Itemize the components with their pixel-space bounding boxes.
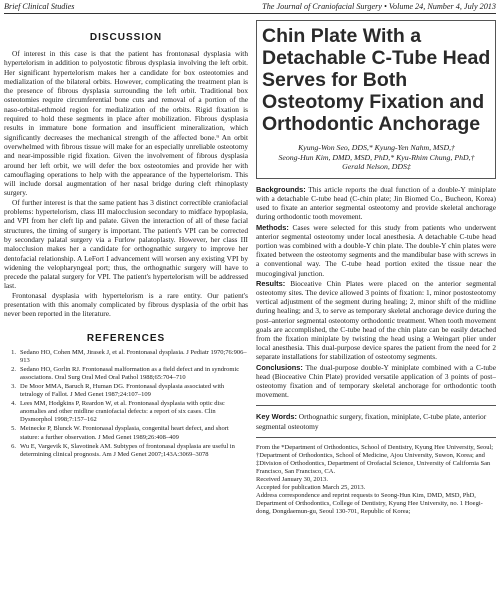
reference-item: 3. De Moor MMA, Baruch R, Human DG. Frontonasal dysplasia associated with tetralogy of Fallot. J Med Genet 1987;24:107–109 xyxy=(11,382,225,399)
references-list xyxy=(4,349,248,459)
header-journal-info: The Journal of Craniofacial Surgery • Volume 24, Number 4, July 2013 xyxy=(262,1,496,11)
discussion-paragraph-2: Of further interest is that the same patient has 3 distinct correctible craniofacial problems: hypertelorism, class III malocclusion secondary to midface hypoplasia, and VPI from her cleft lip and palate. Given the interaction of all of these facial structures, the timing of surgery is important. The patient's VPI can be corrected by secondary palatal surgery via a Furlow palatoplasty. However, her class III malocclusion makes her a candidate for orthognathic surgery to improve her dentofacial relationship. A LeFort I advancement will worsen any existing VPI by widening the velopharyngeal port; thus, the orthognathic surgery will have to precede the palatal surgery for VPI. The patient's hypertelorism will be addressed last. xyxy=(4,197,248,291)
authors-line-2: Seong-Hun Kim, DMD, MSD, PhD,* Kyu-Rhim Chung, PhD,† xyxy=(278,152,475,162)
footnote-divider xyxy=(256,437,496,438)
footnote-received: Received January 30, 2013. xyxy=(256,475,329,483)
footnote-accepted: Accepted for publication March 25, 2013. xyxy=(256,483,366,491)
keywords: Key Words: Orthognathic surgery, fixation, miniplate, C-tube plate, anterior segmental osteotomy xyxy=(256,412,487,431)
reference-item: 2. Sedano HO, Gorlin RJ. Frontonasal malformation as a field defect and in syndromic associations. Oral Surg Oral Med Oral Pathol 1988;65:704–710 xyxy=(11,365,240,381)
abstract-results: Results: Bioceative Chin Plates were placed on the anterior segmental osteotomy sites. The device allowed 3 points of fixation: 1, minor postosteotomy vertical adjustment of the segment during healing; 2, minor shift of the midline during healing; and 3, to serve as temporary skeletal anchorage device during the post–anterior segmental osteotomy orthodontic treatment. When tooth movement goals are accomplished, the C-tube head of the chin plate can be easily detached from the fixation miniplate by twisting the head using a Weingart plier under local anesthesia. This dual-purpose device spares the patient from the need for 2 separate installations for stabilization of osteotomy segments. xyxy=(256,278,496,362)
article-title-box xyxy=(256,20,496,179)
right-column xyxy=(256,20,496,600)
abstract-methods: Methods: Cases were selected for this study from patients who underwent anterior segmental osteotomy under local anesthesia. A detachable C-tube head portion was combined with a double-Y chin plate. The double-Y chin plates were fixated between the osteotomy segments and the mandibular base with screws in a conventional way. The C-tube head portion exited the tissue near the mucogingival junction. xyxy=(256,222,496,278)
abstract-divider xyxy=(256,405,496,406)
references-heading: REFERENCES xyxy=(86,332,166,344)
left-column xyxy=(4,20,248,600)
header-section-label: Brief Clinical Studies xyxy=(4,1,75,11)
abstract-conclusions: Conclusions: The dual-purpose double-Y miniplate combined with a C-tube head (Bioceative Chin Plate) provided versatile application of 3 points of post–osteotomy fixation and of temporary skeletal anchorage for orthodontic tooth movement. xyxy=(256,362,496,400)
authors-line-1: Kyung-Won Seo, DDS,* Kyung-Yen Nahm, MSD,† xyxy=(298,143,455,152)
discussion-paragraph-1: Of interest in this case is that the patient has frontonasal dysplasia with hypertelorism in addition to polyostotic fibrous dysplasia involving the left orbit. Her significant hypertelorism makes her a candidate for box osteotomies and medialization of the bilateral orbits. However, complicating the treatment plan is the presence of fibrous dysplasia surrounding the left orbit. Traditional box osteotomies require circumferential bone cuts and removal of a portion of the naso-orbital-ethmoid region for medialization of the orbits. Rigid fixation is required to hold these segments in place after mobilization. Fibrous dysplasia results in immature bone formation and insufficient mineralization, which significantly decreases the mechanical strength of the affected bone.⁹ An orbit overwhelmed with fibrous tissue will make for an especially unreliable osteotomy and near-impossible rigid fixation. Given the involvement of fibrous dysplasia around her left orbit, we will defer the box osteotomies and provide her with camouflaging operations to help with the appearance of the hypertelorism. This will include dorsal augmentation of her nasal bridge during cleft rhinoplasty surgery. xyxy=(4,49,248,198)
abstract-backgrounds: Backgrounds: This article reports the dual function of a double-Y miniplate with a detachable C-tube head (C-chin plate; Jin Biomed Co., Bucheon, Korea) used to fixate an anterior segmental osteotomy and provide skeletal anchorage during orthodontic tooth movement. xyxy=(256,184,496,222)
reference-item: 6. Wu E, Vargevik K, Slavotinek AM. Subtypes of frontonasal dysplasia are useful in determining clinical prognosis. Am J Med Genet 2007;143A:3069–3078 xyxy=(11,442,235,458)
article-title: Chin Plate With a Detachable C-Tube Head Serves for Both Osteotomy Fixation and Orthodontic Anchorage xyxy=(262,25,491,135)
running-header xyxy=(4,0,496,14)
reference-item: 1. Sedano HO, Cohen MM, Jirasek J, et al. Frontonasal dysplasia. J Pediatr 1970;76:906–913 xyxy=(11,348,247,364)
footnote-affiliations: From the *Department of Orthodontics, School of Dentistry, Kyung Hee University, Seoul; †Department of Orthodontics, School of Medicine, Ajou University, Suwon, Korea; and ‡Division of Orthodontics, Department of Orofacial Science, University of California San Francisco, San Francisco, CA. xyxy=(256,443,494,475)
discussion-paragraph-3: Frontonasal dysplasia with hypertelorism is a rare entity. Our patient's presentation with this anomaly complicated by fibrous dysplasia of the orbit has never been reported in the literature. xyxy=(4,290,248,319)
authors-line-3: Gerald Nelson, DDS‡ xyxy=(342,162,411,172)
discussion-heading: DISCUSSION xyxy=(89,32,163,43)
reference-item: 5. Meinecke P, Blunck W. Frontonasal dysplasia, congenital heart defect, and short stature: a further observation. J Med Genet 1989;26:408–409 xyxy=(11,425,229,441)
reference-item: 4. Lees MM, Hodgkins P, Reardon W, et al. Frontonasal dysplasia with optic disc anomalies and other midline craniofacial defects: a report of six cases. Clin Dysmorphol 1998;7:157–162 xyxy=(11,400,225,424)
footnote-address: Address correspondence and reprint requests to Seong-Hun Kim, DMD, MSD, PhD, Department of Orthodontics, College of Dentistry, Kyung Hee University, no. 1 Hoegi-dong, Dongdaemun-gu, Seoul 130-701, Republic of Korea; xyxy=(256,491,483,515)
